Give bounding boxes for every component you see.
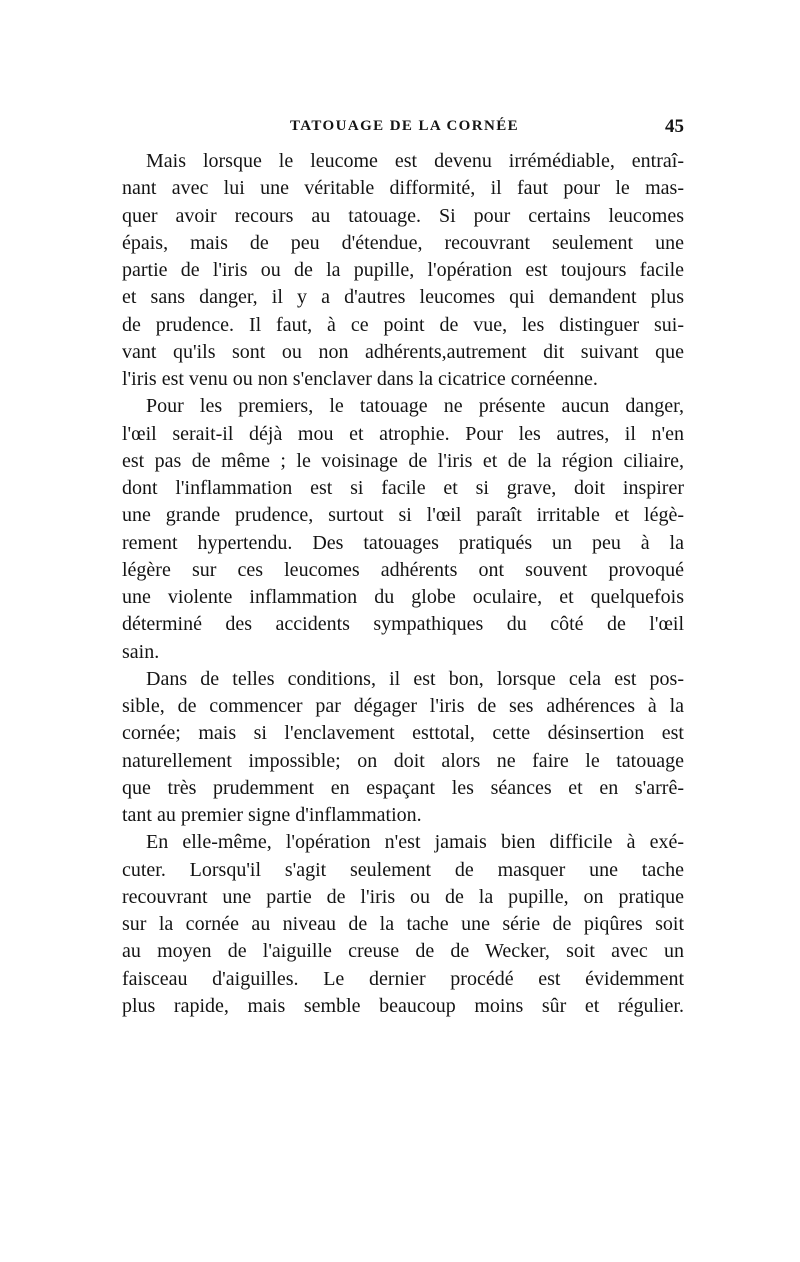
text-line: l'iris est venu ou non s'enclaver dans la cicatrice cornéenne. — [122, 368, 598, 390]
running-header — [122, 118, 684, 140]
text-line: faisceau d'aiguilles. Le dernier procédé est évidemment — [122, 967, 684, 990]
running-title: TATOUAGE DE LA CORNÉE — [290, 118, 520, 134]
text-line: que très prudemment en espaçant les séances et en s'arrê- — [122, 776, 684, 799]
text-line: épais, mais de peu d'étendue, recouvrant seulement une — [122, 231, 684, 254]
text-line: au moyen de l'aiguille creuse de de Wecker, soit avec un — [122, 940, 684, 963]
text-line: Dans de telles conditions, il est bon, lorsque cela est pos- — [146, 667, 684, 690]
text-line: rement hypertendu. Des tatouages pratiqués un peu à la — [122, 531, 684, 554]
text-line: cornée; mais si l'enclavement esttotal, cette désinsertion est — [122, 722, 684, 745]
text-line: une grande prudence, surtout si l'œil paraît irritable et légè- — [122, 504, 684, 527]
text-line: déterminé des accidents sympathiques du côté de l'œil — [122, 613, 684, 636]
text-line: légère sur ces leucomes adhérents ont souvent provoqué — [122, 558, 684, 581]
text-line: recouvrant une partie de l'iris ou de la pupille, on pratique — [122, 885, 684, 908]
text-line: sible, de commencer par dégager l'iris de ses adhérences à la — [122, 695, 684, 717]
text-line: sur la cornée au niveau de la tache une série de piqûres soit — [122, 913, 684, 935]
text-line: cuter. Lorsqu'il s'agit seulement de masquer une tache — [122, 858, 684, 881]
text-line: nant avec lui une véritable difformité, il faut pour le mas- — [122, 177, 684, 200]
text-line: plus rapide, mais semble beaucoup moins sûr et régulier. — [122, 994, 684, 1017]
text-line: Pour les premiers, le tatouage ne présente aucun danger, — [146, 395, 684, 418]
body-text — [122, 148, 684, 1020]
page-number: 45 — [665, 116, 684, 137]
text-line: partie de l'iris ou de la pupille, l'opération est toujours facile — [122, 259, 684, 281]
text-line: une violente inflammation du globe oculaire, et quelquefois — [122, 586, 684, 608]
text-line: naturellement impossible; on doit alors ne faire le tatouage — [122, 749, 684, 772]
text-line: est pas de même ; le voisinage de l'iris et de la région ciliaire, — [122, 449, 684, 472]
text-line: En elle-même, l'opération n'est jamais bien difficile à exé- — [146, 831, 684, 854]
text-line: quer avoir recours au tatouage. Si pour certains leucomes — [122, 204, 684, 227]
text-line: et sans danger, il y a d'autres leucomes qui demandent plus — [122, 286, 684, 309]
text-line: vant qu'ils sont ou non adhérents,autrement dit suivant que — [122, 340, 684, 363]
text-line: sain. — [122, 640, 160, 663]
text-line: Mais lorsque le leucome est devenu irrémédiable, entraî- — [146, 150, 684, 172]
text-line: dont l'inflammation est si facile et si grave, doit inspirer — [122, 477, 684, 499]
text-line: l'œil serait-il déjà mou et atrophie. Pour les autres, il n'en — [122, 422, 684, 445]
text-line: tant au premier signe d'inflammation. — [122, 804, 422, 826]
text-line: de prudence. Il faut, à ce point de vue, les distinguer sui- — [122, 313, 684, 336]
